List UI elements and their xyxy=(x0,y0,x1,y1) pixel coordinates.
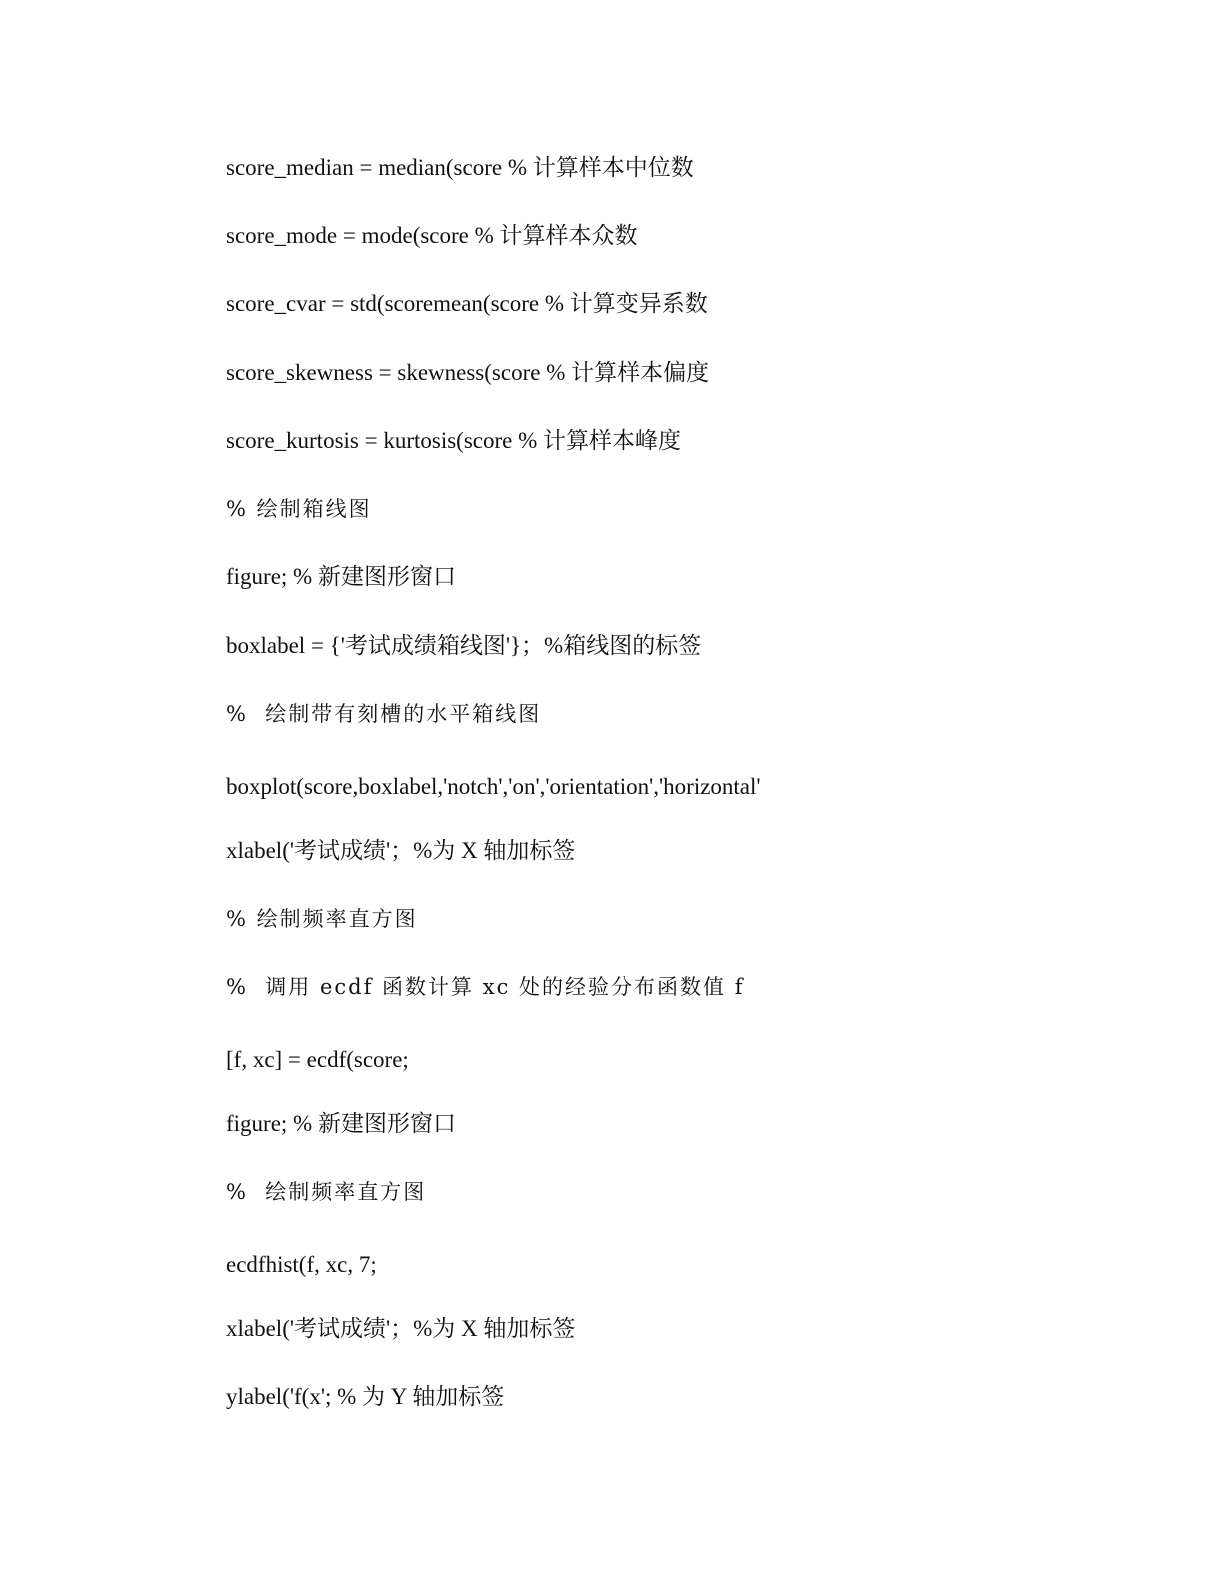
code-line-boxplot-call: boxplot(score,boxlabel,'notch','on','orientation','horizontal' xyxy=(226,774,761,799)
code-line-ecdf-call: [f, xc] = ecdf(score; xyxy=(226,1047,409,1072)
code-line-score-skewness: score_skewness = skewness(score % 计算样本偏度 xyxy=(226,360,710,385)
code-line-score-median: score_median = median(score % 计算样本中位数 xyxy=(226,155,694,180)
code-line-figure-2: figure; % 新建图形窗口 xyxy=(226,1111,456,1136)
code-line-score-cvar: score_cvar = std(scoremean(score % 计算变异系数 xyxy=(226,291,708,316)
comment-line-histogram-heading: % 绘制频率直方图 xyxy=(226,907,418,931)
comment-line-ecdf: % 调用 ecdf 函数计算 xc 处的经验分布函数值 f xyxy=(226,975,745,999)
code-line-boxlabel: boxlabel = {'考试成绩箱线图'}；%箱线图的标签 xyxy=(226,633,702,658)
comment-line-boxplot-heading: % 绘制箱线图 xyxy=(226,497,372,521)
code-line-xlabel-1: xlabel('考试成绩'；%为 X 轴加标签 xyxy=(226,838,576,863)
comment-line-histogram-draw: % 绘制频率直方图 xyxy=(226,1180,427,1204)
code-line-ylabel: ylabel('f(x'; % 为 Y 轴加标签 xyxy=(226,1384,505,1409)
code-line-score-kurtosis: score_kurtosis = kurtosis(score % 计算样本峰度 xyxy=(226,428,682,453)
code-line-score-mode: score_mode = mode(score % 计算样本众数 xyxy=(226,223,638,248)
code-line-xlabel-2: xlabel('考试成绩'；%为 X 轴加标签 xyxy=(226,1316,576,1341)
comment-line-notched-boxplot: % 绘制带有刻槽的水平箱线图 xyxy=(226,702,542,726)
code-line-figure-1: figure; % 新建图形窗口 xyxy=(226,564,456,589)
code-line-ecdfhist-call: ecdfhist(f, xc, 7; xyxy=(226,1252,377,1277)
